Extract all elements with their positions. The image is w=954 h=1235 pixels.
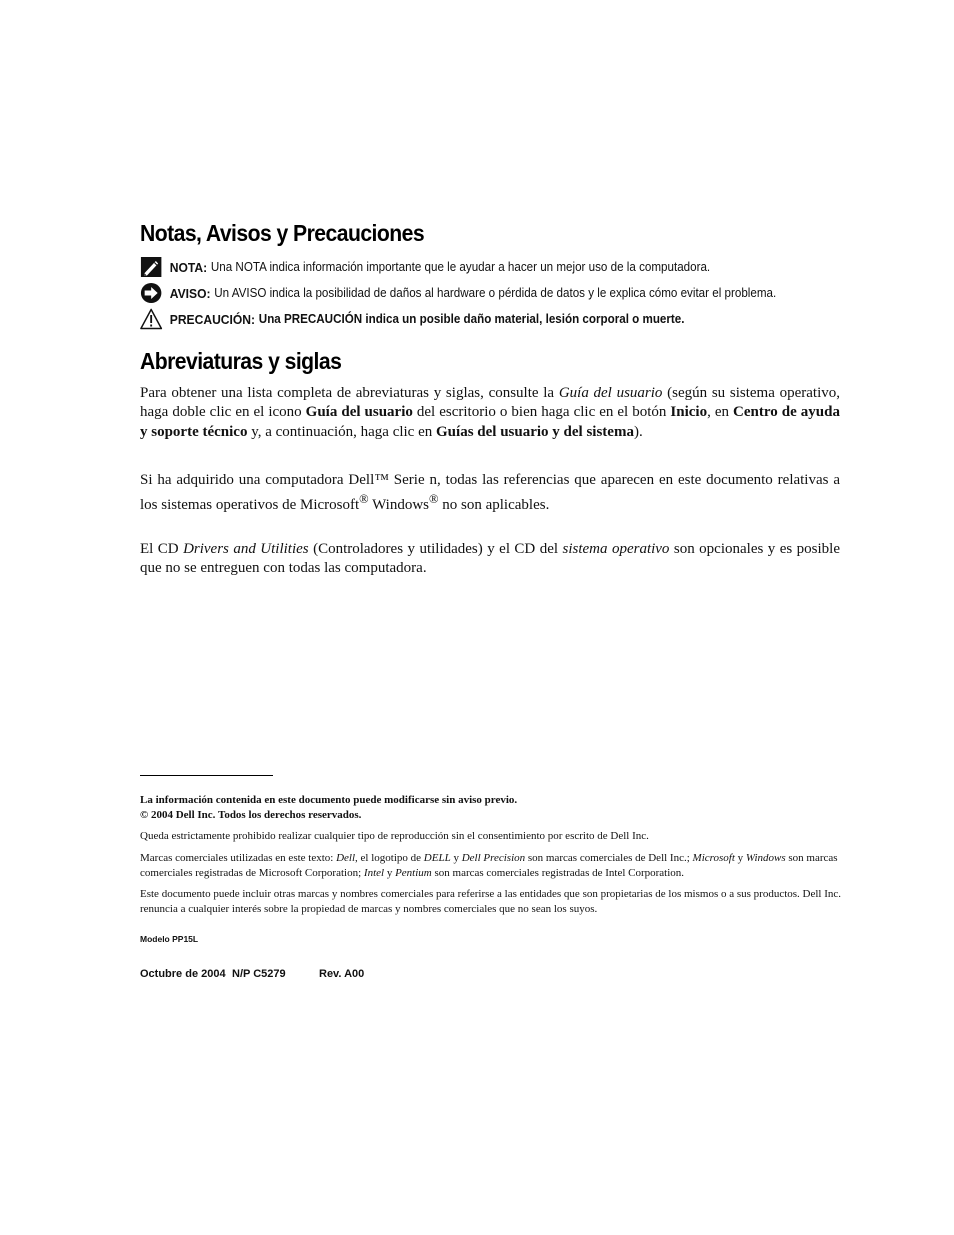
notice-label: AVISO: (169, 285, 211, 301)
text-run: son opcionales y es posible que no se entreguen con todas las computadora. (140, 541, 840, 577)
text-run: y, a continuación, haga clic en (247, 423, 437, 440)
text-run: del escritorio o bien haga clic en el botón (412, 404, 671, 421)
revision: Rev. A00 (319, 968, 365, 980)
change-notice-line: La información contenida en este documento puede modificarse sin aviso previo. (140, 794, 518, 806)
trademark-name: Microsoft (692, 852, 735, 864)
text-run: son marcas comerciales de Dell Inc.; (525, 852, 693, 864)
copyright-line: © 2004 Dell Inc. Todos los derechos reservados. (140, 808, 362, 821)
registered-mark: ® (429, 492, 439, 507)
n-series-paragraph (140, 471, 840, 516)
notice-notice (140, 282, 810, 304)
cd-paragraph (140, 540, 840, 579)
section-title-abbreviations: Abreviaturas y siglas (140, 348, 342, 374)
text-run: Si ha adquirido una computadora Dell™ Serie n, todas las referencias que aparecen en este documento relativas a los sistemas operativos de Microsoft (140, 472, 840, 514)
note-label: NOTA: (169, 259, 208, 275)
text-run: son marcas comerciales registradas de Microsoft Corporation; (140, 852, 838, 879)
abbreviations-paragraph (140, 384, 840, 442)
section-title-notes: Notas, Avisos y Precauciones (140, 220, 425, 246)
system-guides-label: Guías del usuario y del sistema (436, 423, 634, 440)
text-run: (según su sistema operativo, haga doble clic en el icono (140, 385, 840, 421)
text-run: son marcas comerciales registradas de Intel Corporation. (431, 866, 685, 879)
other-trademarks-notice: Este documento puede incluir otras marcas y nombres comerciales para referirse a las entidades que son propietarias de los mismos o a sus productos. Dell Inc. renuncia a cualquier interés sobre la propiedad de marcas y nombres comerciales que no sean los suyos. (140, 888, 842, 915)
warning-triangle-icon (140, 308, 164, 330)
arrow-notice-icon (140, 282, 164, 304)
caution-label: PRECAUCIÓN: (169, 311, 256, 327)
notice-text: Un AVISO indica la posibilidad de daños al hardware o pérdida de datos y le explica cómo evitar el problema. (214, 286, 777, 300)
text-run: y (734, 852, 746, 864)
trademarks-notice (140, 851, 845, 880)
text-run: , en (707, 404, 734, 421)
user-guide-icon-label: Guía del usuario (305, 404, 413, 421)
text-run: y (450, 852, 462, 864)
trademark-name: Dell Precision (461, 852, 526, 864)
text-run: Marcas comerciales utilizadas en este texto: (140, 852, 337, 864)
reproduction-notice: Queda estrictamente prohibido realizar cualquier tipo de reproducción sin el consentimiento por escrito de Dell Inc. (140, 830, 649, 842)
trademark-name: Pentium (395, 866, 432, 879)
publication-date: Octubre de 2004 (140, 968, 226, 980)
text-run: , el logotipo de (355, 852, 424, 864)
publication-info (140, 968, 364, 980)
part-number: N/P C5279 (232, 968, 286, 980)
user-guide-title: Guía del usuario (558, 385, 663, 401)
pencil-note-icon (140, 256, 164, 278)
drivers-cd-title: Drivers and Utilities (183, 541, 309, 557)
start-button-label: Inicio (670, 404, 708, 421)
text-run: (Controladores y utilidades) y el CD del (308, 541, 563, 557)
text-run: El CD (140, 541, 184, 557)
trademark-name: Dell (336, 852, 356, 864)
help-center-label: Centro de ayuda y soporte técnico (140, 404, 840, 440)
text-run: y (384, 866, 396, 879)
caution-notice (140, 308, 810, 330)
trademark-name: Intel (363, 866, 385, 879)
note-notice (140, 256, 810, 278)
model-number: Modelo PP15L (140, 934, 199, 944)
change-notice (140, 793, 845, 822)
os-cd-title: sistema operativo (562, 541, 670, 557)
caution-text: Una PRECAUCIÓN indica un posible daño material, lesión corporal o muerte. (258, 312, 685, 326)
note-text: Una NOTA indica información importante que le ayudar a hacer un mejor uso de la computadora. (210, 260, 711, 274)
text-run: Windows (368, 497, 430, 514)
text-run: ). (633, 423, 643, 440)
footer-divider (140, 775, 273, 776)
registered-mark: ® (359, 492, 369, 507)
text-run: Para obtener una lista completa de abreviaturas y siglas, consulte la (140, 385, 559, 401)
text-run: no son aplicables. (438, 497, 550, 514)
trademark-name: Windows (745, 852, 786, 864)
trademark-name: DELL (423, 852, 451, 864)
